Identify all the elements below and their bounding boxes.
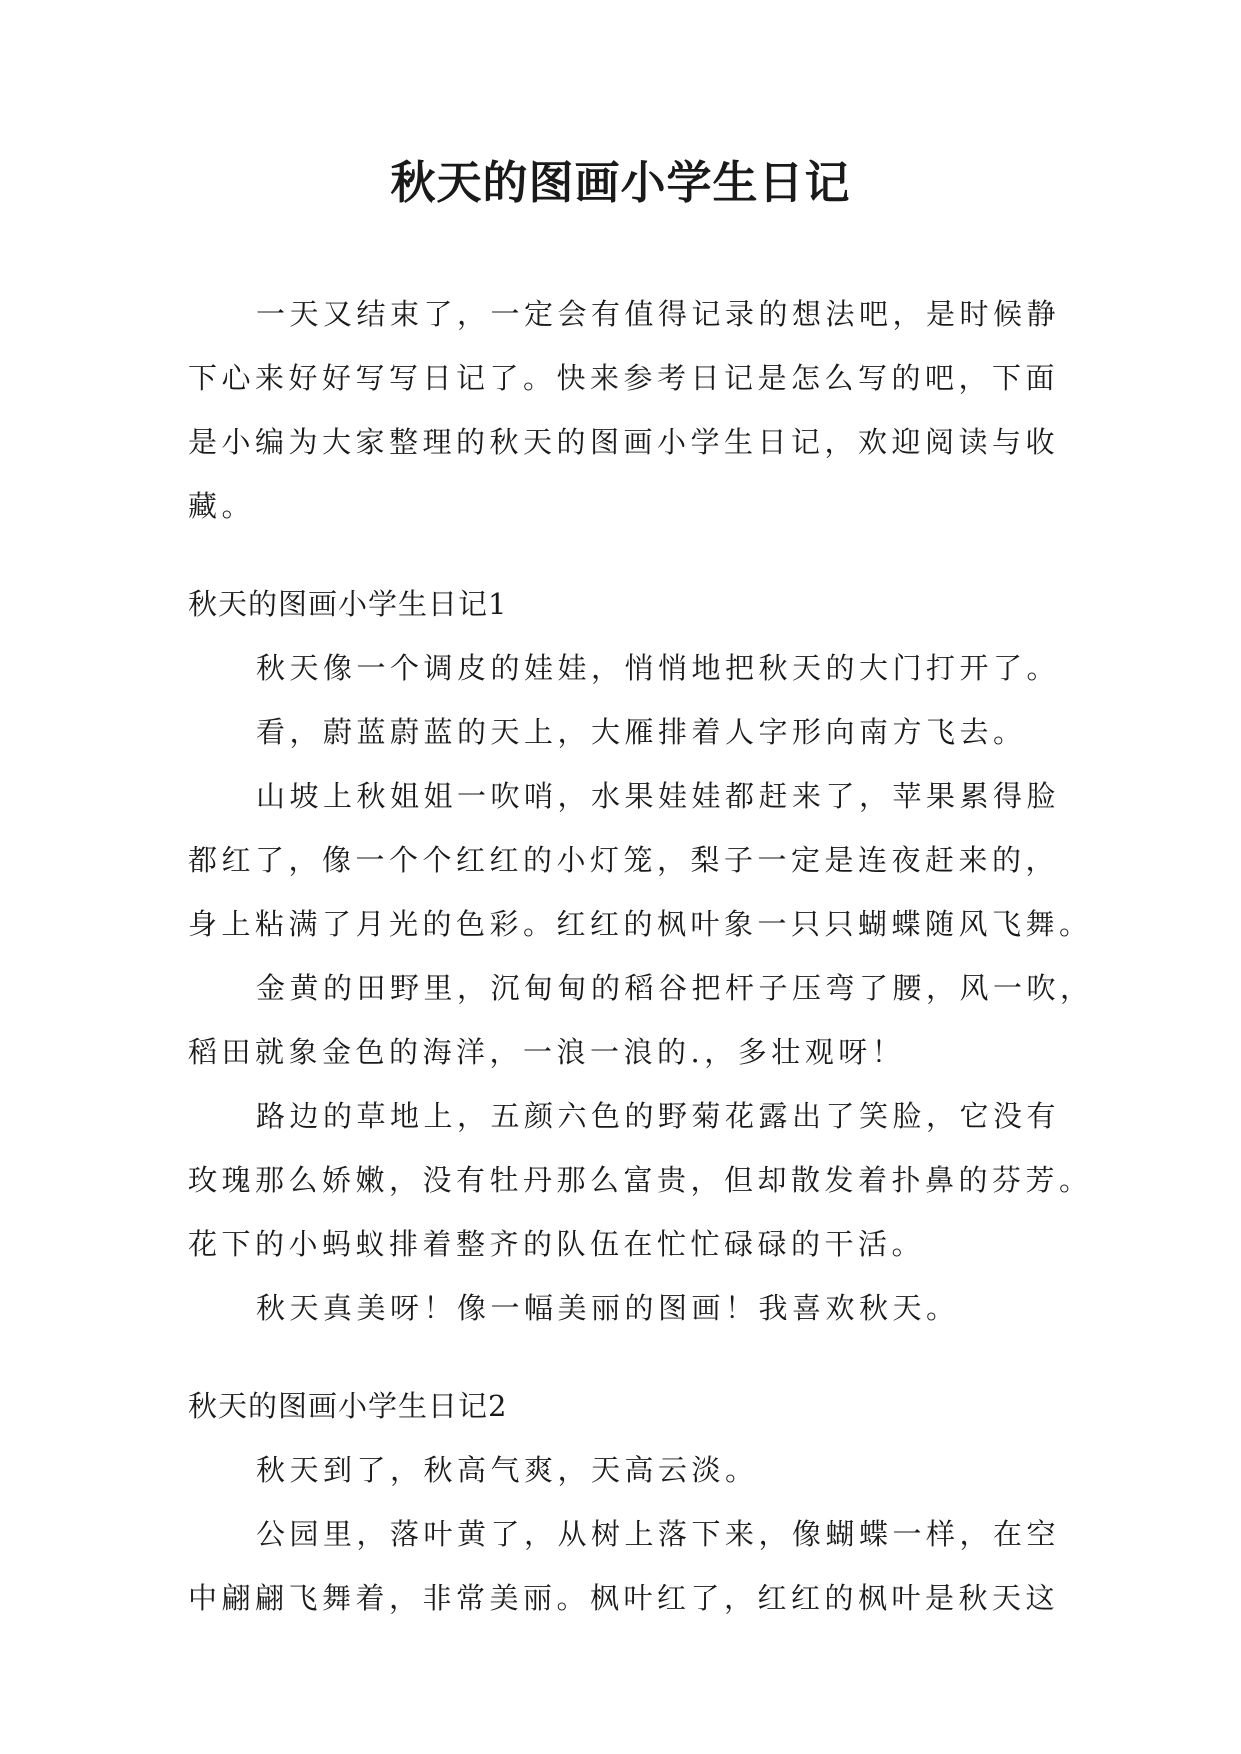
intro-line: 藏。 [188, 489, 256, 523]
paragraph-line: 秋天真美呀！像一幅美丽的图画！我喜欢秋天。 [256, 1291, 960, 1325]
intro-line: 是小编为大家整理的秋天的图画小学生日记，欢迎阅读与收 [188, 425, 1060, 459]
paragraph-line: 玫瑰那么娇嫩，没有牡丹那么富贵，但却散发着扑鼻的芬芳。 [188, 1163, 1093, 1197]
paragraph-line: 秋天到了，秋高气爽，天高云淡。 [256, 1453, 759, 1487]
paragraph-line: 路边的草地上，五颜六色的野菊花露出了笑脸，它没有 [256, 1099, 1061, 1133]
paragraph-line: 看，蔚蓝蔚蓝的天上，大雁排着人字形向南方飞去。 [256, 715, 1027, 749]
document-title: 秋天的图画小学生日记 [390, 156, 851, 209]
paragraph-line: 都红了，像一个个红红的小灯笼，梨子一定是连夜赶来的， [188, 843, 1060, 877]
intro-line: 一天又结束了，一定会有值得记录的想法吧，是时候静 [256, 297, 1061, 331]
paragraph-line: 金黄的田野里，沉甸甸的稻谷把杆子压弯了腰，风一吹， [256, 971, 1094, 1005]
section-heading: 秋天的图画小学生日记1 [188, 587, 508, 621]
intro-line: 下心来好好写写日记了。快来参考日记是怎么写的吧，下面 [188, 361, 1060, 395]
paragraph-line: 中翩翩飞舞着，非常美丽。枫叶红了，红红的枫叶是秋天这 [188, 1581, 1060, 1615]
paragraph-line: 稻田就象金色的海洋，一浪一浪的.，多壮观呀！ [188, 1035, 906, 1069]
section-heading: 秋天的图画小学生日记2 [188, 1389, 508, 1423]
paragraph-line: 山坡上秋姐姐一吹哨，水果娃娃都赶来了，苹果累得脸 [256, 779, 1061, 813]
paragraph-line: 公园里，落叶黄了，从树上落下来，像蝴蝶一样，在空 [256, 1517, 1061, 1551]
paragraph-line: 身上粘满了月光的色彩。红红的枫叶象一只只蝴蝶随风飞舞。 [188, 907, 1093, 941]
paragraph-line: 花下的小蚂蚁排着整齐的队伍在忙忙碌碌的干活。 [188, 1227, 926, 1261]
paragraph-line: 秋天像一个调皮的娃娃，悄悄地把秋天的大门打开了。 [256, 651, 1061, 685]
